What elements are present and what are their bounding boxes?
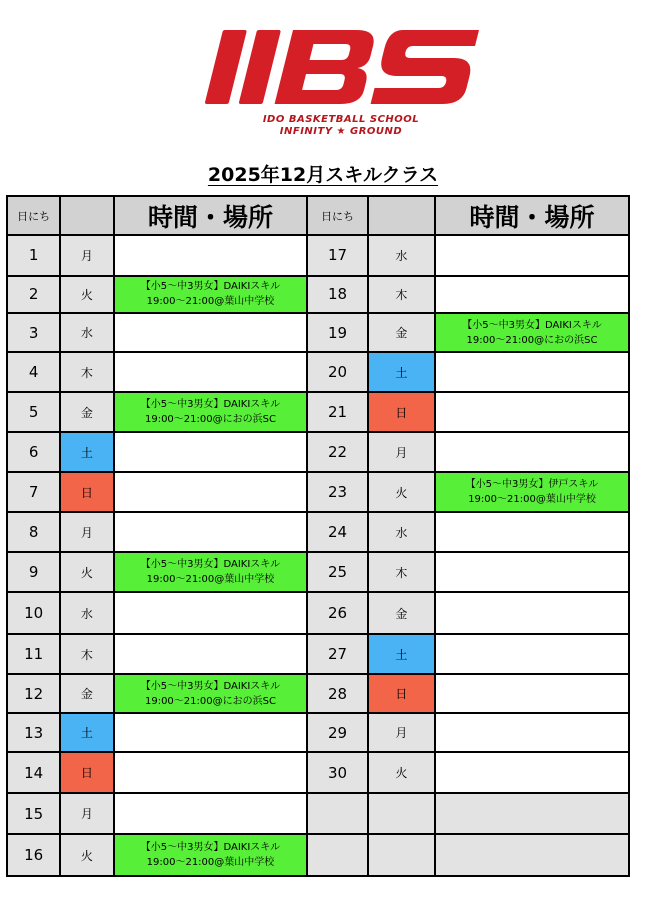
table-row (7, 235, 629, 276)
weekday-cell: 日 (60, 472, 113, 513)
day-number: 28 (307, 674, 367, 712)
empty-event-cell (114, 313, 308, 352)
table-row (7, 634, 629, 675)
day-number: 26 (307, 592, 367, 634)
event-title: 【小5〜中3男女】DAIKIスキル (140, 680, 281, 692)
weekday-cell: 火 (60, 552, 113, 593)
event-time-place: 19:00〜21:00@葉山中学校 (146, 574, 275, 586)
weekday-cell: 水 (368, 512, 435, 551)
event-title: 【小5〜中3男女】DAIKIスキル (140, 842, 281, 854)
event-cell (435, 313, 629, 352)
empty-event-cell (114, 235, 308, 276)
day-number: 20 (307, 352, 367, 391)
empty-event-cell (435, 752, 629, 793)
event-cell (114, 392, 308, 433)
weekday-cell: 木 (368, 276, 435, 313)
event-time-place: 19:00〜21:00@におの浜SC (144, 414, 276, 426)
empty-event-cell (114, 793, 308, 835)
table-row (7, 752, 629, 793)
weekday-cell: 金 (60, 392, 113, 433)
empty-event-cell (435, 235, 629, 276)
empty-event-cell (435, 592, 629, 634)
weekday-cell: 水 (368, 235, 435, 276)
logo-school-name: IDO BASKETBALL SCHOOL (262, 114, 420, 125)
table-row (7, 512, 629, 551)
day-number: 21 (307, 392, 367, 433)
weekday-cell: 日 (60, 752, 113, 793)
weekday-cell: 金 (368, 592, 435, 634)
event-title: 【小5〜中3男女】DAIKIスキル (140, 559, 281, 571)
event-cell (114, 834, 308, 876)
weekday-cell: 土 (60, 432, 113, 471)
table-row (7, 276, 629, 313)
day-header-left: 日にち (7, 196, 60, 235)
table-row (7, 392, 629, 433)
empty-event-cell (114, 432, 308, 471)
weekday-cell: 月 (60, 512, 113, 551)
weekday-cell: 水 (60, 313, 113, 352)
day-number: 1 (7, 235, 60, 276)
empty-event-cell (435, 713, 629, 752)
event-time-place: 19:00〜21:00@葉山中学校 (146, 857, 275, 869)
day-number: 22 (307, 432, 367, 471)
event-header-right: 時間・場所 (435, 196, 629, 235)
weekday-cell: 月 (60, 235, 113, 276)
table-row (7, 352, 629, 391)
day-number: 8 (7, 512, 60, 551)
event-title: 【小5〜中3男女】DAIKIスキル (140, 399, 281, 411)
day-number: 15 (7, 793, 60, 835)
empty-event-cell (435, 276, 629, 313)
event-time-place: 19:00〜21:00@葉山中学校 (468, 494, 596, 506)
table-row (7, 313, 629, 352)
page-title (0, 160, 646, 187)
weekday-cell: 火 (60, 834, 113, 876)
day-number: 16 (7, 834, 60, 876)
empty-event-cell (114, 713, 308, 752)
empty-event-cell (114, 512, 308, 551)
day-number: 12 (7, 674, 60, 712)
event-cell (114, 552, 308, 593)
empty-event-cell (435, 352, 629, 391)
page-title-text: 2025年12月スキルクラス (207, 164, 439, 186)
weekday-cell: 木 (60, 634, 113, 675)
weekday-cell (368, 834, 435, 876)
empty-event-cell (114, 592, 308, 634)
schedule-table (6, 195, 630, 877)
event-time-place: 19:00〜21:00@におの浜SC (466, 334, 598, 346)
weekday-cell: 土 (60, 713, 113, 752)
weekday-cell: 金 (368, 313, 435, 352)
empty-event-cell (435, 674, 629, 712)
event-title: 【小5〜中3男女】DAIKIスキル (140, 281, 281, 293)
day-number: 14 (7, 752, 60, 793)
table-row (7, 793, 629, 835)
weekday-cell: 月 (368, 713, 435, 752)
event-time-place: 19:00〜21:00@におの浜SC (144, 695, 276, 707)
table-row (7, 432, 629, 471)
table-row (7, 713, 629, 752)
event-title: 【小5〜中3男女】伊戸スキル (465, 479, 599, 491)
day-header-right: 日にち (307, 196, 367, 235)
day-number (307, 793, 367, 835)
weekday-cell: 水 (60, 592, 113, 634)
day-number: 29 (307, 713, 367, 752)
empty-event-cell (435, 834, 629, 876)
day-number: 9 (7, 552, 60, 593)
empty-event-cell (435, 512, 629, 551)
day-number: 5 (7, 392, 60, 433)
empty-event-cell (435, 793, 629, 835)
day-number: 3 (7, 313, 60, 352)
day-number: 2 (7, 276, 60, 313)
day-number: 25 (307, 552, 367, 593)
weekday-cell: 火 (60, 276, 113, 313)
day-number: 13 (7, 713, 60, 752)
weekday-cell: 土 (368, 634, 435, 675)
table-row (7, 552, 629, 593)
empty-event-cell (114, 352, 308, 391)
logo-tagline: INFINITY ★ GROUND (279, 126, 403, 137)
weekday-cell: 火 (368, 752, 435, 793)
day-number: 30 (307, 752, 367, 793)
header-row (7, 196, 629, 235)
empty-event-cell (114, 634, 308, 675)
day-number: 18 (307, 276, 367, 313)
ibs-logo-mark (196, 26, 486, 112)
day-number: 11 (7, 634, 60, 675)
table-row (7, 674, 629, 712)
weekday-cell: 火 (368, 472, 435, 513)
event-header-left: 時間・場所 (114, 196, 308, 235)
weekday-cell: 日 (368, 392, 435, 433)
empty-event-cell (114, 472, 308, 513)
weekday-cell: 金 (60, 674, 113, 712)
day-number: 27 (307, 634, 367, 675)
weekday-header-left (60, 196, 113, 235)
day-number: 6 (7, 432, 60, 471)
weekday-cell: 木 (368, 552, 435, 593)
weekday-header-right (368, 196, 435, 235)
weekday-cell: 月 (368, 432, 435, 471)
empty-event-cell (435, 634, 629, 675)
day-number: 17 (307, 235, 367, 276)
empty-event-cell (435, 552, 629, 593)
day-number: 23 (307, 472, 367, 513)
empty-event-cell (435, 432, 629, 471)
weekday-cell (368, 793, 435, 835)
event-cell (435, 472, 629, 513)
table-row (7, 472, 629, 513)
event-cell (114, 674, 308, 712)
day-number (307, 834, 367, 876)
empty-event-cell (114, 752, 308, 793)
table-row (7, 592, 629, 634)
day-number: 7 (7, 472, 60, 513)
day-number: 4 (7, 352, 60, 391)
weekday-cell: 木 (60, 352, 113, 391)
weekday-cell: 日 (368, 674, 435, 712)
event-time-place: 19:00〜21:00@葉山中学校 (146, 296, 275, 308)
event-title: 【小5〜中3男女】DAIKIスキル (462, 319, 602, 331)
event-cell (114, 276, 308, 313)
empty-event-cell (435, 392, 629, 433)
day-number: 24 (307, 512, 367, 551)
weekday-cell: 土 (368, 352, 435, 391)
day-number: 19 (307, 313, 367, 352)
day-number: 10 (7, 592, 60, 634)
table-row (7, 834, 629, 876)
school-logo (196, 26, 486, 138)
weekday-cell: 月 (60, 793, 113, 835)
